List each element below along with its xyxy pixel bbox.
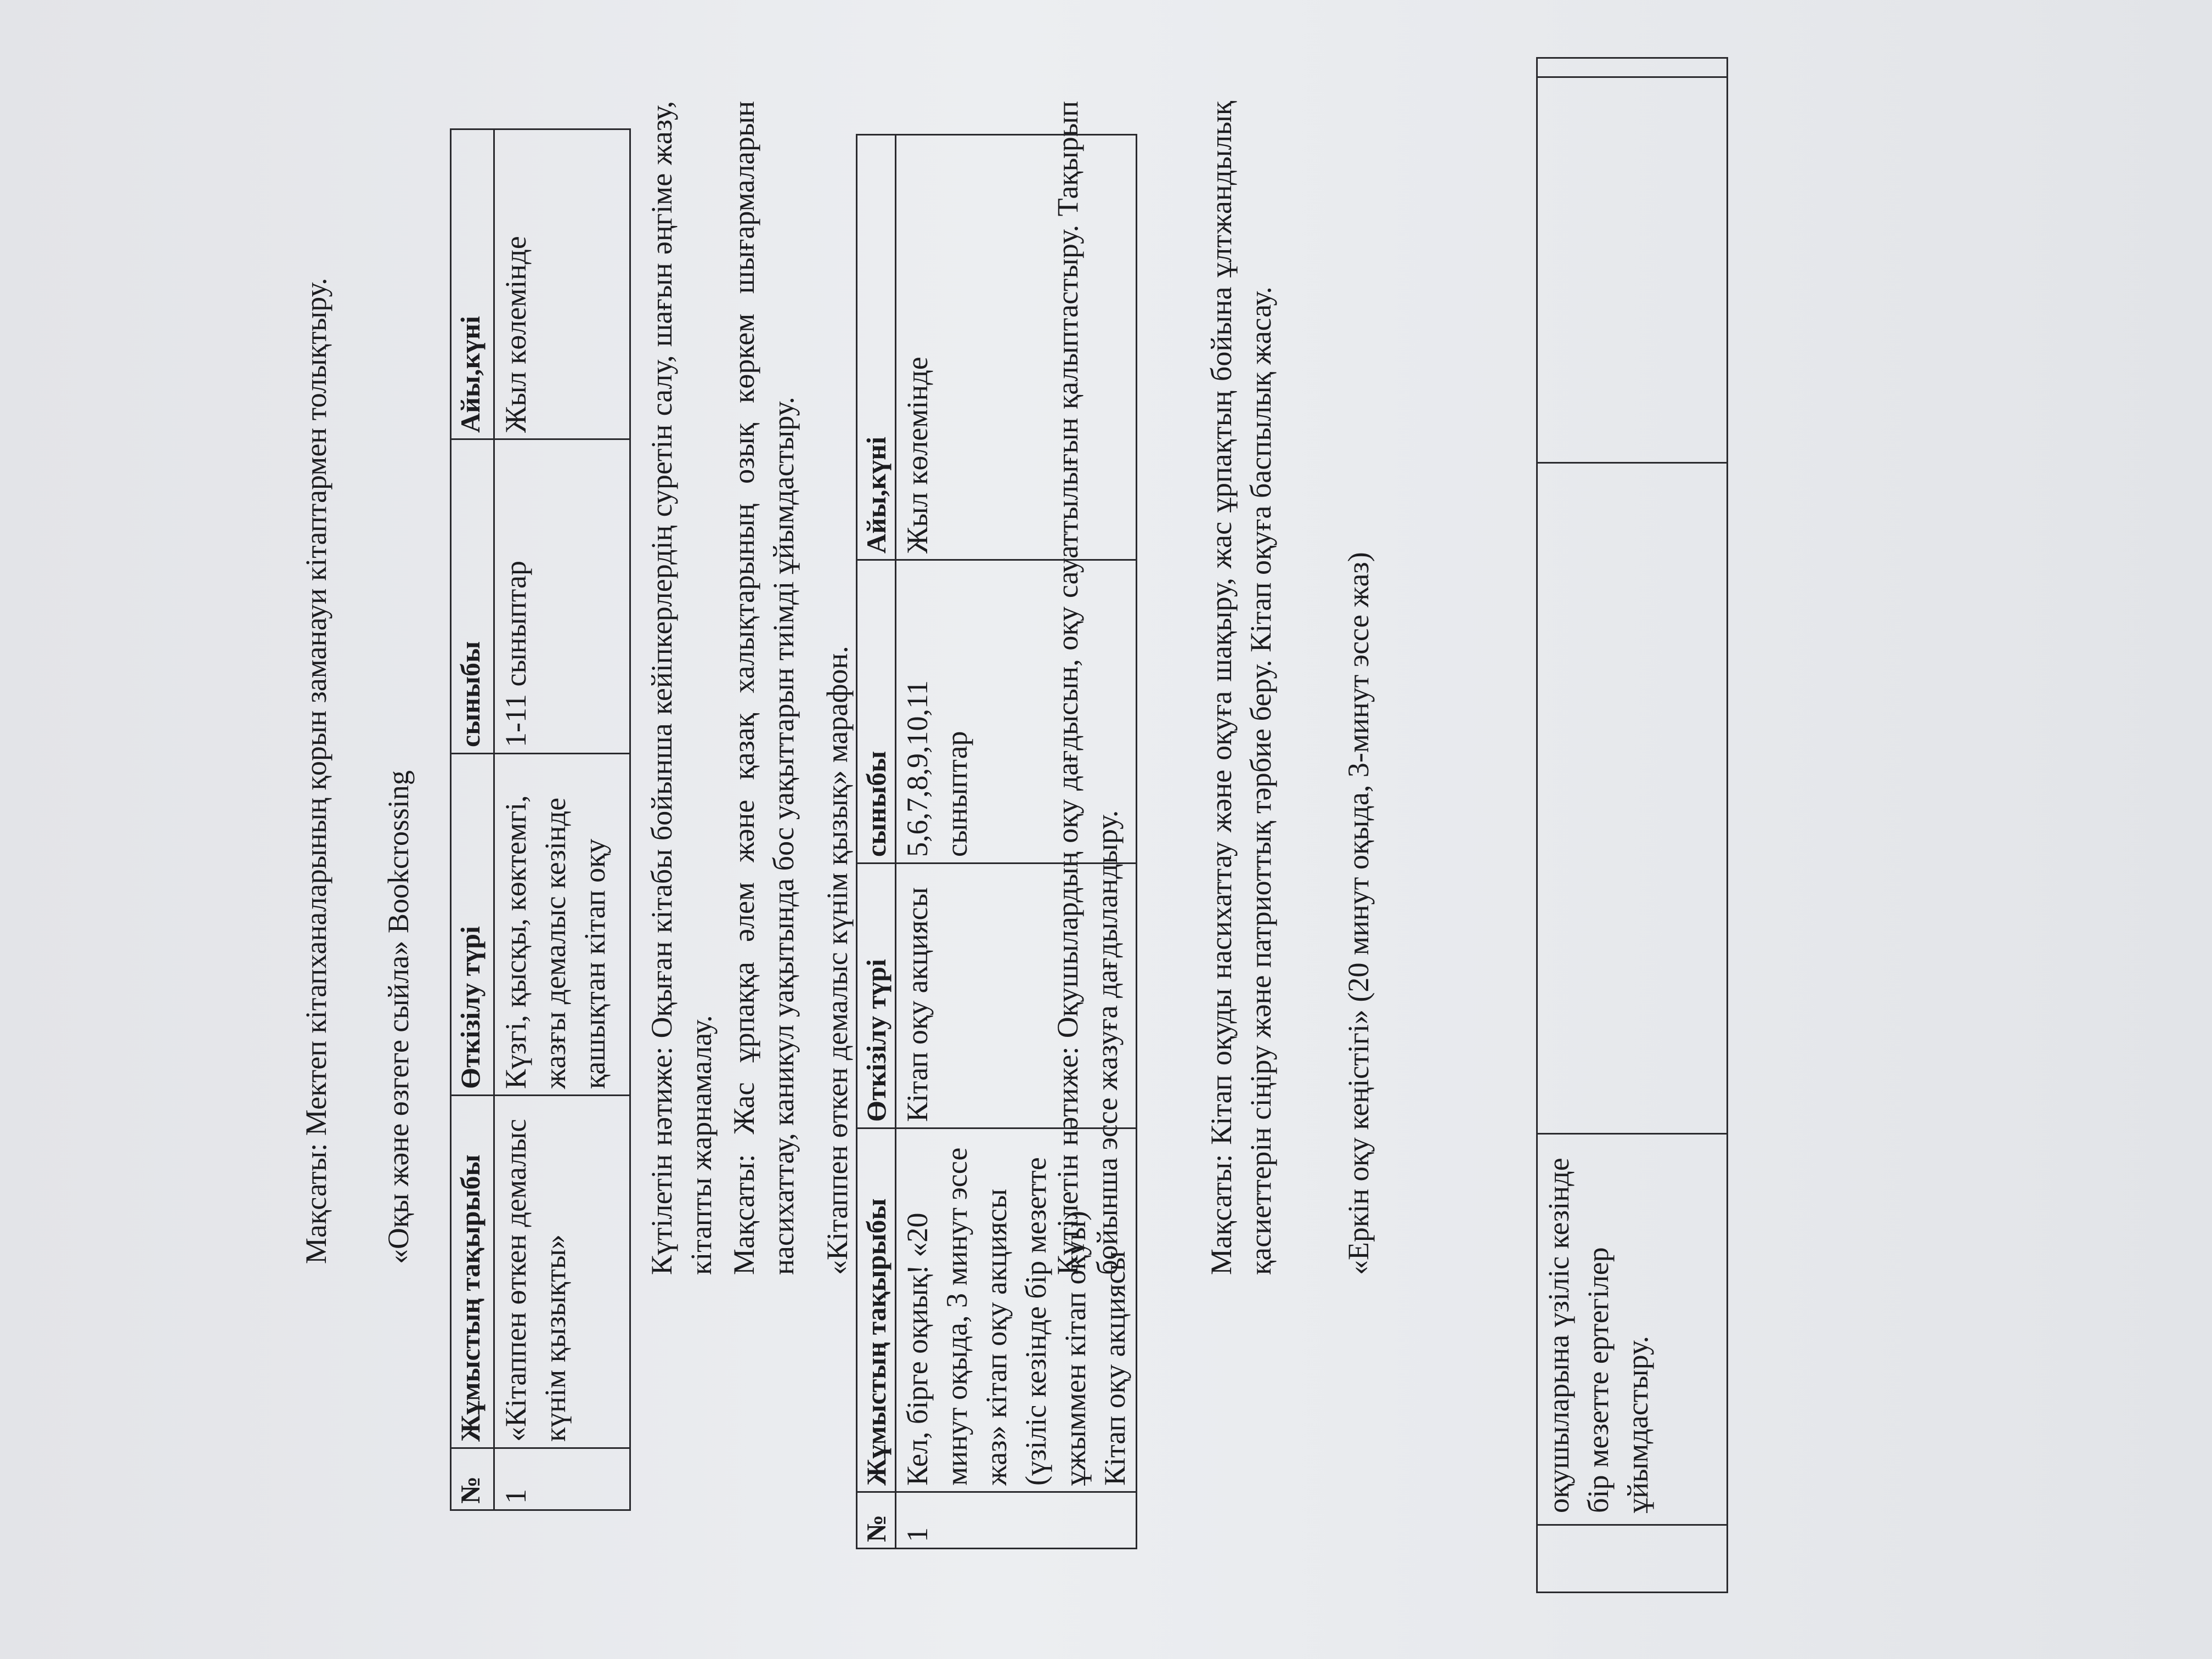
- section2-heading: «Кітаппен өткен демалыс күнім қызық» марафон.: [821, 646, 854, 1275]
- col-form-header: Өткізілу түрі: [857, 864, 896, 1128]
- col-form-header: Өткізілу түрі: [451, 754, 494, 1096]
- continued-table-text-cell: [1537, 1134, 1728, 1525]
- continued-table-empty-cell: [1537, 463, 1728, 1134]
- section1-aim: Мақсаты: Кітап оқуды насихаттау және оқуға шақыру, жас ұрпақтың бойына ұлтжандылық қасиеттерін сіңіру және патриоттық тәрбие беру. Кітап оқуға баспылық жасау.: [1205, 101, 1277, 1275]
- table-row: [494, 129, 630, 1510]
- section1-result: Күтілетін нәтиже: Оқушылардың оқу дағдысын, оқу сауаттылығын қалыптастыру. Тақырып бойынша эссе жазуға дағдыландыру.: [1051, 101, 1124, 1275]
- continued-table-empty-cell: [1537, 77, 1728, 463]
- col-grade-header: сыныбы: [857, 560, 896, 864]
- col-num-header: №: [857, 1492, 896, 1549]
- continued-table-text: оқушыларына үзіліс кезінде бір мезетте ертегілер ұйымдастыру.: [1542, 1158, 1654, 1513]
- cell-form: Күзгі, қысқы, көктемгі, жазғы демалыс кезінде қашықтан кітап оқу: [494, 754, 630, 1096]
- cell-topic: Кел, бірге оқиық! «20 минут оқыда, 3 минут эссе жаз» кітап оқу акциясы (үзіліс кезінде бір мезетте ұжыммен кітап оқуы) Кітап оқу акциясы: [896, 1128, 1137, 1492]
- continued-table-num-cell: [1537, 1525, 1728, 1593]
- section3-heading: «Оқы және өзгеге сыйла» Bookcrossing: [382, 770, 415, 1264]
- col-date-header: Айы,күні: [451, 129, 494, 439]
- col-topic-header: Жұмыстың тақырыбы: [451, 1096, 494, 1448]
- col-topic-header: Жұмыстың тақырыбы: [857, 1128, 896, 1492]
- col-num-header: №: [451, 1448, 494, 1510]
- section3-aim: Мақсаты: Мектеп кітапханаларының қорын заманауи кітаптармен толықтыру.: [300, 278, 332, 1264]
- table-row: [896, 135, 1137, 1549]
- cell-date: Жыл көлемінде: [896, 135, 1137, 560]
- cell-grade: 5,6,7,8,9,10,11 сыныптар: [896, 560, 1137, 864]
- section2-table-header: [451, 129, 494, 1510]
- cell-num: 1: [494, 1448, 630, 1510]
- section1-table: [856, 134, 1137, 1549]
- col-grade-header: сыныбы: [451, 439, 494, 754]
- col-date-header: Айы,күні: [857, 135, 896, 560]
- section2-table: [450, 128, 631, 1511]
- cell-num: 1: [896, 1492, 1137, 1549]
- cell-form: Кітап оқу акциясы: [896, 864, 1137, 1128]
- section1-table-header: [857, 135, 896, 1549]
- section2-aim: Мақсаты: Жас ұрпаққа әлем және қазақ халықтарының озық көркем шығармаларын насихаттау, каникул уақытында бос уақыттарын тиімді ұйымдастыру.: [727, 101, 800, 1275]
- section2-result: Күтілетін нәтиже: Оқыған кітабы бойынша кейіпкерлердің суретін салу, шағын әңгіме жазу, кітапты жарнамалау.: [645, 101, 718, 1275]
- cell-topic: «Кітаппен өткен демалыс күнім қызықты»: [494, 1096, 630, 1448]
- cell-grade: 1-11 сыныптар: [494, 439, 630, 754]
- cell-date: Жыл көлемінде: [494, 129, 630, 439]
- continued-table: [1536, 57, 1728, 1593]
- section1-heading: «Еркін оқу кеңістігі» (20 минут оқыда, 3-минут эссе жаз): [1342, 552, 1375, 1275]
- continued-table-empty-cell: [1537, 58, 1728, 77]
